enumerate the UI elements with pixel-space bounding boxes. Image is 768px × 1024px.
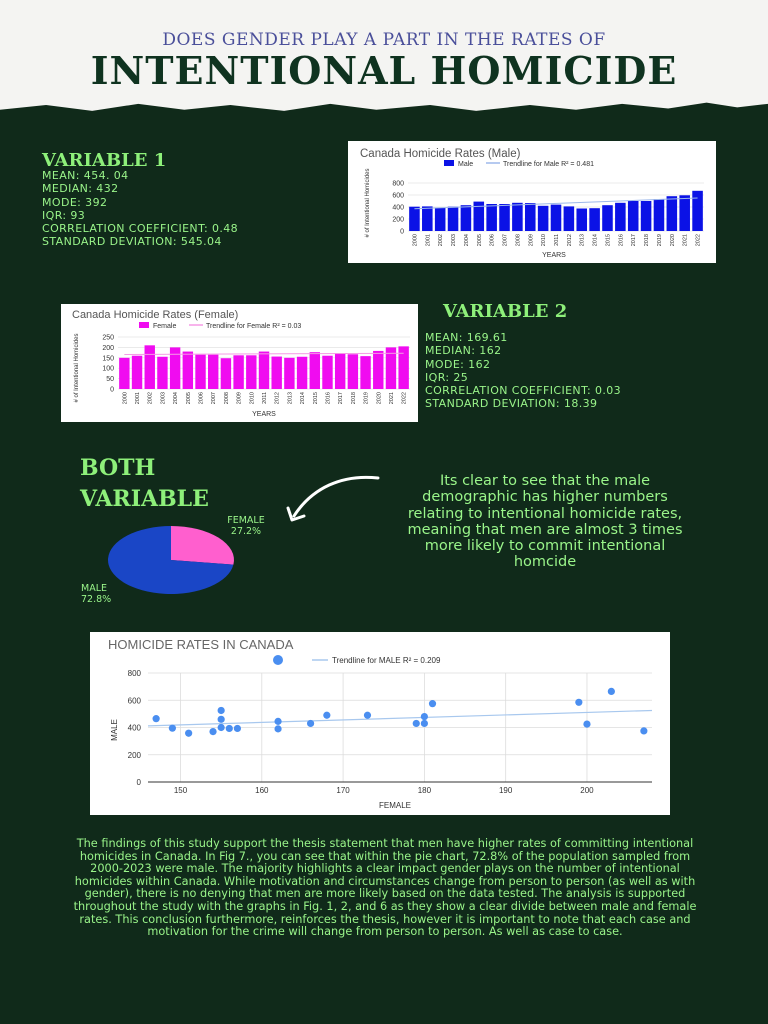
- scatter-point: [153, 715, 160, 722]
- variable2-stat-mode: MODE: 162: [425, 357, 491, 371]
- male-bar-chart-card: [348, 141, 716, 263]
- male-chart-xtick: 2021: [682, 234, 689, 247]
- scatter-point: [608, 688, 615, 695]
- male-chart-bar: [499, 204, 510, 231]
- male-chart-xtick: 2006: [489, 234, 496, 247]
- both-heading-line2: VARIABLE: [80, 486, 209, 512]
- female-chart-bar: [348, 354, 358, 389]
- scatter-xtick: 190: [498, 786, 513, 795]
- female-chart-xtick: 2017: [338, 392, 345, 405]
- scatter-xtick: 170: [336, 786, 350, 795]
- male-chart-xtick: 2015: [605, 234, 612, 247]
- female-chart-bar: [132, 356, 142, 389]
- male-chart-xtick: 2022: [695, 234, 702, 247]
- male-chart-xtick: 2009: [528, 234, 535, 247]
- female-chart-bar: [145, 345, 155, 389]
- female-chart-bar: [360, 356, 370, 389]
- male-chart-xtick: 2008: [515, 234, 522, 247]
- male-chart-bar: [679, 195, 690, 231]
- scatter-chart-card: [90, 632, 670, 815]
- male-chart-xtick: 2000: [412, 234, 419, 247]
- female-chart-bar: [373, 351, 383, 389]
- male-chart-xtick: 2004: [463, 234, 470, 247]
- scatter-point: [429, 700, 436, 707]
- male-chart-bar: [435, 208, 446, 231]
- variable2-stats: [425, 331, 621, 411]
- male-chart-bar: [692, 191, 703, 231]
- variable1-heading: VARIABLE 1: [42, 150, 167, 171]
- male-chart-ytick: 400: [392, 204, 404, 212]
- variable1-stat-iqr: IQR: 93: [42, 208, 86, 222]
- female-chart-xtick: 2019: [363, 392, 370, 405]
- female-chart-ytick: 50: [106, 376, 114, 384]
- pie-label-female: FEMALE: [227, 515, 265, 526]
- male-legend-trend-label: Trendline for Male R² = 0.481: [503, 161, 594, 168]
- female-chart-xtick: 2016: [325, 392, 332, 405]
- female-chart-bar: [322, 356, 332, 389]
- female-chart-xtick: 2000: [122, 392, 129, 405]
- scatter-point: [274, 725, 281, 732]
- male-chart-xtick: 2020: [669, 234, 676, 247]
- male-chart-xtick: 2016: [618, 234, 625, 247]
- female-chart-xtick: 2021: [388, 392, 395, 405]
- variable2-stat-mean: MEAN: 169.61: [425, 331, 508, 344]
- scatter-xtick: 150: [173, 786, 188, 795]
- female-chart-trendline: [124, 353, 403, 354]
- male-legend-swatch: [444, 160, 454, 166]
- male-chart-bar: [512, 203, 523, 231]
- male-chart-bar: [409, 207, 420, 231]
- pie-value-male: 72.8%: [81, 594, 112, 605]
- variable1-stat-mean: MEAN: 454. 04: [42, 169, 129, 182]
- male-chart-bar: [564, 206, 575, 231]
- male-chart-ytick: 0: [400, 228, 404, 236]
- female-chart-xtick: 2010: [249, 392, 256, 405]
- female-chart-bar: [208, 355, 218, 389]
- female-chart-bar: [284, 358, 294, 389]
- male-chart-bar: [551, 205, 562, 231]
- male-chart-xtick: 2002: [438, 234, 445, 247]
- female-chart-bar: [335, 353, 345, 389]
- scatter-point: [169, 725, 176, 732]
- scatter-point: [307, 720, 314, 727]
- female-chart-bar: [195, 355, 205, 389]
- male-chart-bar: [641, 201, 652, 231]
- male-chart-ytick: 600: [392, 192, 404, 200]
- pie-value-female: 27.2%: [230, 526, 262, 537]
- scatter-ytick: 0: [136, 778, 141, 787]
- male-chart-ytick: 800: [392, 180, 404, 188]
- male-chart-xtick: 2018: [644, 234, 651, 247]
- male-chart-bar: [602, 205, 613, 231]
- conclusion-text: Its clear to see that the male demographic has higher numbers relating to intentional homicide rates, meaning that men are almost 3 times more likely to commit intentional homcide: [407, 473, 683, 571]
- female-chart-xtick: 2018: [350, 392, 357, 405]
- female-chart-bar: [271, 357, 281, 389]
- scatter-point: [234, 725, 241, 732]
- female-chart-ytick: 200: [102, 344, 114, 352]
- female-chart-bar: [170, 347, 180, 389]
- variable2-stat-correlation: CORRELATION COEFFICIENT: 0.03: [425, 384, 622, 398]
- page-title: INTENTIONAL HOMICIDE: [90, 48, 678, 93]
- male-chart-bar: [615, 203, 626, 231]
- female-chart-xlabel: YEARS: [252, 411, 276, 418]
- female-chart-bar: [310, 352, 320, 389]
- female-chart-xtick: 2015: [312, 392, 319, 405]
- female-chart-xtick: 2006: [198, 392, 205, 405]
- variable2-stat-iqr: IQR: 25: [425, 370, 469, 384]
- female-chart-xtick: 2005: [185, 392, 192, 405]
- male-chart-xtick: 2011: [554, 234, 560, 246]
- male-chart-title: Canada Homicide Rates (Male): [360, 148, 521, 160]
- scatter-legend-trend-label: Trendline for MALE R² = 0.209: [332, 656, 441, 665]
- female-chart-xtick: 2008: [223, 392, 230, 405]
- scatter-point: [583, 720, 590, 727]
- scatter-chart-title: HOMICIDE RATES IN CANADA: [108, 637, 294, 652]
- scatter-xtick: 160: [255, 786, 269, 795]
- male-chart-bar: [486, 204, 497, 231]
- scatter-point: [218, 707, 225, 714]
- scatter-chart-xlabel: FEMALE: [378, 801, 412, 810]
- male-chart-bar: [525, 203, 536, 231]
- female-chart-ytick: 0: [110, 386, 114, 394]
- female-chart-ytick: 250: [102, 334, 114, 342]
- variable1-stats: [42, 169, 238, 249]
- scatter-xtick: 200: [580, 786, 594, 795]
- curved-arrow-icon: [282, 470, 392, 530]
- female-chart-bar: [157, 357, 167, 389]
- scatter-ytick: 400: [127, 723, 141, 733]
- scatter-ytick: 200: [127, 750, 141, 760]
- both-variable-heading: [80, 453, 209, 515]
- female-chart-xtick: 2002: [147, 392, 154, 405]
- female-chart-bar: [119, 358, 129, 389]
- scatter-point: [575, 699, 582, 706]
- female-chart-xtick: 2022: [401, 392, 408, 405]
- variable2-stat-stddev: STANDARD DEVIATION: 18.39: [425, 397, 598, 411]
- male-chart-xtick: 2010: [541, 234, 548, 247]
- male-chart-xtick: 2001: [425, 234, 432, 247]
- female-chart-ylabel: # of Intentional Homicides: [74, 333, 80, 403]
- male-chart-bar: [448, 207, 459, 231]
- male-chart-bar: [654, 199, 665, 231]
- female-chart-xtick: 2007: [211, 392, 218, 405]
- male-chart-xlabel: YEARS: [542, 252, 566, 259]
- page-subtitle: DOES GENDER PLAY A PART IN THE RATES OF: [162, 30, 606, 50]
- scatter-point: [226, 725, 233, 732]
- female-bar-chart: [61, 304, 418, 422]
- variable1-stat-correlation: CORRELATION COEFFICIENT: 0.48: [42, 222, 239, 236]
- female-chart-ytick: 150: [102, 355, 114, 363]
- both-heading-line1: BOTH: [80, 455, 156, 481]
- female-chart-xtick: 2009: [236, 392, 243, 405]
- female-chart-xtick: 2012: [274, 392, 281, 405]
- scatter-point: [413, 720, 420, 727]
- male-chart-xtick: 2003: [451, 234, 458, 247]
- female-legend-trend-label: Trendline for Female R² = 0.03: [206, 323, 302, 330]
- female-chart-bar: [297, 357, 307, 389]
- scatter-ytick: 800: [127, 669, 141, 678]
- female-chart-xtick: 2004: [173, 392, 180, 405]
- female-legend-label: Female: [153, 323, 177, 330]
- male-chart-xtick: 2013: [579, 234, 586, 247]
- male-chart-ytick: 200: [392, 216, 404, 224]
- scatter-chart-ylabel: MALE: [110, 719, 119, 741]
- gender-pie-chart: [76, 510, 296, 610]
- male-chart-bar: [589, 208, 600, 231]
- female-chart-bar: [259, 352, 269, 389]
- female-chart-xtick: 2011: [262, 392, 268, 404]
- scatter-point: [364, 712, 371, 719]
- male-chart-ylabel: # of Intentional Homicides: [365, 168, 371, 238]
- variable2-heading: VARIABLE 2: [443, 301, 568, 322]
- male-chart-bar: [628, 201, 639, 231]
- female-chart-bar: [183, 352, 193, 389]
- scatter-point: [421, 720, 428, 727]
- scatter-xtick: 180: [417, 786, 432, 795]
- male-chart-xtick: 2017: [631, 234, 638, 247]
- scatter-legend-swatch: [273, 655, 283, 665]
- variable1-stat-mode: MODE: 392: [42, 195, 108, 209]
- pie-slice-female: [171, 526, 234, 565]
- pie-label-male: MALE: [81, 583, 107, 594]
- male-chart-xtick: 2005: [476, 234, 483, 247]
- female-chart-xtick: 2001: [135, 392, 142, 405]
- scatter-point: [218, 724, 225, 731]
- male-chart-bar: [576, 209, 587, 232]
- female-bar-chart-card: [61, 304, 418, 422]
- male-chart-xtick: 2012: [566, 234, 573, 247]
- scatter-chart: [90, 632, 670, 815]
- scatter-point: [274, 718, 281, 725]
- male-chart-xtick: 2014: [592, 234, 599, 247]
- male-chart-bar: [538, 206, 549, 231]
- male-chart-bar: [461, 205, 472, 231]
- male-chart-bar: [422, 206, 433, 231]
- male-bar-chart: [348, 141, 716, 263]
- female-chart-ytick: 100: [102, 365, 114, 373]
- male-legend-label: Male: [458, 161, 474, 168]
- female-chart-xtick: 2020: [376, 392, 383, 405]
- scatter-point: [421, 713, 428, 720]
- female-chart-bar: [233, 355, 243, 389]
- findings-paragraph: The findings of this study support the thesis statement that men have higher rates of committing intentional homicides in Canada. In Fig 7., you can see that within the pie chart, 72.8% of the population sampled from 2000-2023 were male. The majority highlights a clear impact gender plays on the number of intentional homicides within Canada. While motivation and circumstances change from person to person (as well as with gender), there is no denying that men are more likely based on the data tested. The analysis is supported throughout the study with the graphs in Fig. 1, 2, and 6 as they show a clear divide between male and female rates. This conclusion furthermore, reinforces the thesis, however it is important to note that each case and motivation for the crime will change from person to person. As well as case to case.: [73, 837, 697, 939]
- female-chart-bar: [221, 358, 231, 389]
- scatter-point: [323, 712, 330, 719]
- scatter-ytick: 600: [127, 696, 141, 706]
- female-chart-title: Canada Homicide Rates (Female): [72, 309, 239, 321]
- male-chart-xtick: 2007: [502, 234, 509, 247]
- male-chart-xtick: 2019: [656, 234, 663, 247]
- female-legend-swatch: [139, 322, 149, 328]
- scatter-point: [209, 728, 216, 735]
- variable1-stat-median: MEDIAN: 432: [42, 182, 119, 196]
- male-chart-bar: [667, 196, 678, 231]
- female-chart-xtick: 2003: [160, 392, 167, 405]
- scatter-point: [640, 727, 647, 734]
- variable2-stat-median: MEDIAN: 162: [425, 344, 502, 358]
- variable1-stat-stddev: STANDARD DEVIATION: 545.04: [42, 235, 222, 249]
- scatter-point: [218, 716, 225, 723]
- female-chart-bar: [246, 355, 256, 389]
- scatter-point: [185, 730, 192, 737]
- female-chart-xtick: 2014: [300, 392, 307, 405]
- female-chart-xtick: 2013: [287, 392, 294, 405]
